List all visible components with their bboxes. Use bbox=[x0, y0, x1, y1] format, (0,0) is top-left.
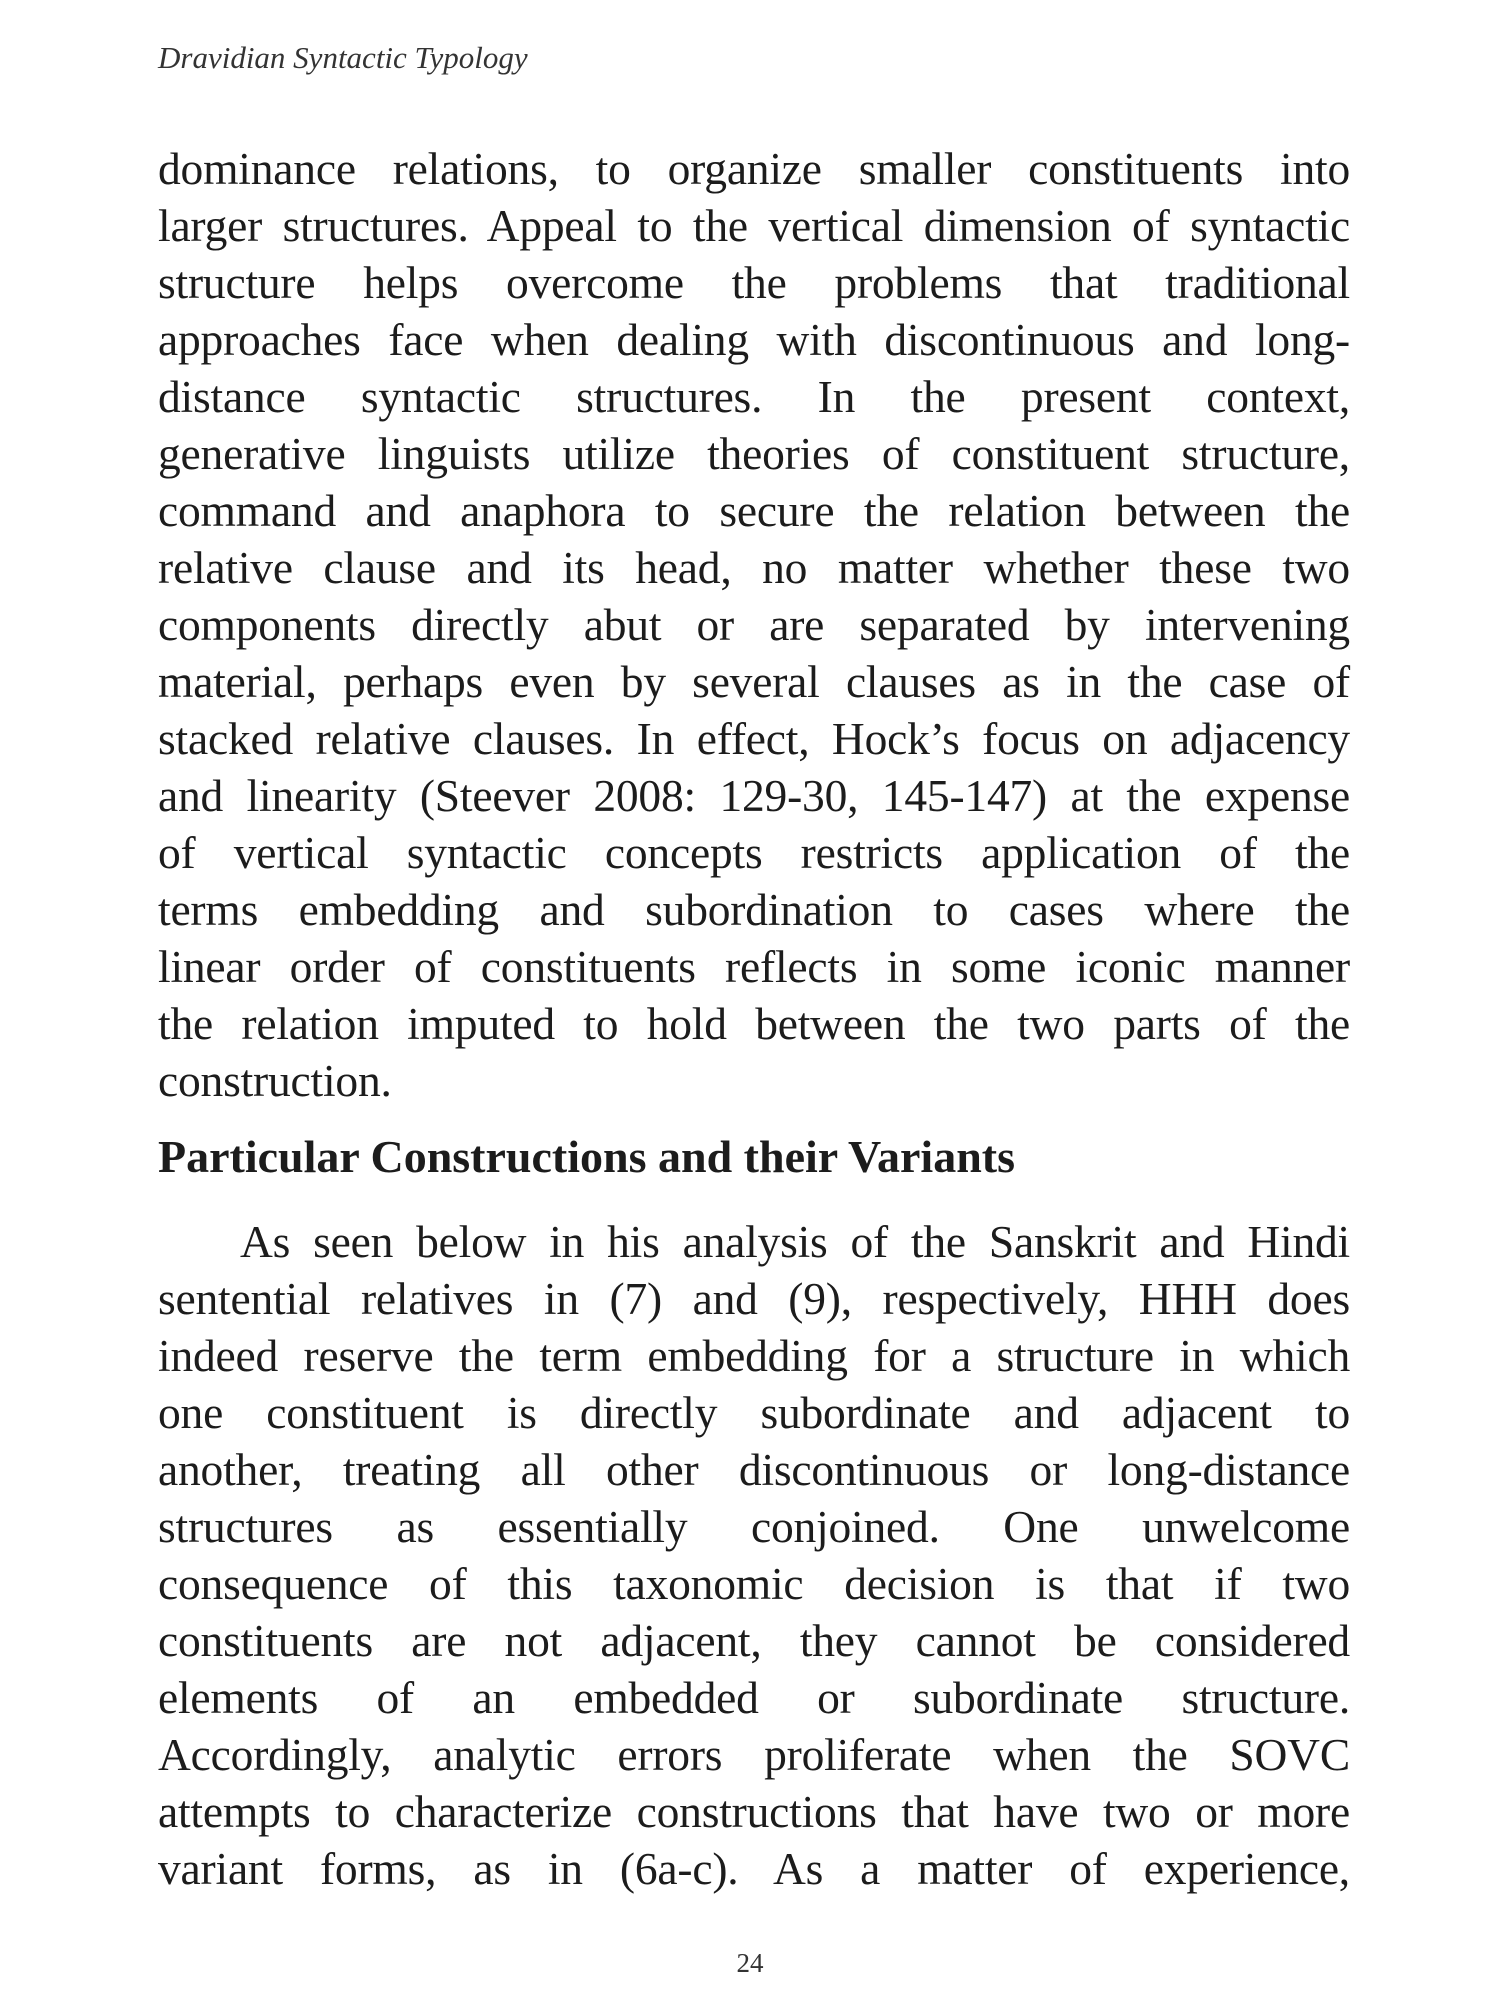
text-line: variant forms, as in (6a-c). As a matter of experience, bbox=[158, 1843, 1350, 1894]
text-line: another, treating all other discontinuous or long-distance bbox=[158, 1444, 1350, 1495]
text-line: components directly abut or are separated by intervening bbox=[158, 599, 1350, 650]
text-line: relative clause and its head, no matter whether these two bbox=[158, 542, 1350, 593]
text-line: terms embedding and subordination to cases where the bbox=[158, 884, 1350, 935]
text-line: command and anaphora to secure the relation between the bbox=[158, 485, 1350, 536]
text-line: attempts to characterize constructions that have two or more bbox=[158, 1786, 1350, 1837]
text-line: one constituent is directly subordinate and adjacent to bbox=[158, 1387, 1350, 1438]
text-line: construction. bbox=[158, 1055, 392, 1106]
text-line: structure helps overcome the problems that traditional bbox=[158, 257, 1350, 308]
text-line: approaches face when dealing with discontinuous and long- bbox=[158, 314, 1350, 365]
text-line: larger structures. Appeal to the vertical dimension of syntactic bbox=[158, 200, 1350, 251]
section-heading: Particular Constructions and their Variants bbox=[158, 1131, 1016, 1182]
text-line: generative linguists utilize theories of constituent structure, bbox=[158, 428, 1350, 479]
text-line: the relation imputed to hold between the two parts of the bbox=[158, 998, 1350, 1049]
text-line: As seen below in his analysis of the Sanskrit and Hindi bbox=[240, 1216, 1350, 1267]
page-number: 24 bbox=[736, 1948, 764, 1978]
text-line: distance syntactic structures. In the present context, bbox=[158, 371, 1350, 422]
paragraph-2 bbox=[158, 1213, 1350, 1897]
text-line: material, perhaps even by several clauses as in the case of bbox=[158, 656, 1350, 707]
text-line: indeed reserve the term embedding for a structure in which bbox=[158, 1330, 1350, 1381]
text-line: sentential relatives in (7) and (9), respectively, HHH does bbox=[158, 1273, 1350, 1324]
text-line: dominance relations, to organize smaller constituents into bbox=[158, 143, 1350, 194]
text-line: elements of an embedded or subordinate structure. bbox=[158, 1672, 1350, 1723]
text-line: constituents are not adjacent, they cannot be considered bbox=[158, 1615, 1350, 1666]
paragraph-1 bbox=[158, 140, 1350, 1109]
text-line: and linearity (Steever 2008: 129-30, 145-147) at the expense bbox=[158, 770, 1350, 821]
text-line: consequence of this taxonomic decision is that if two bbox=[158, 1558, 1350, 1609]
text-line: Accordingly, analytic errors proliferate when the SOVC bbox=[158, 1729, 1350, 1780]
text-line: linear order of constituents reflects in some iconic manner bbox=[158, 941, 1350, 992]
text-line: of vertical syntactic concepts restricts application of the bbox=[158, 827, 1350, 878]
text-line: structures as essentially conjoined. One unwelcome bbox=[158, 1501, 1350, 1552]
running-head: Dravidian Syntactic Typology bbox=[158, 40, 528, 75]
text-line: stacked relative clauses. In effect, Hock’s focus on adjacency bbox=[158, 713, 1350, 764]
